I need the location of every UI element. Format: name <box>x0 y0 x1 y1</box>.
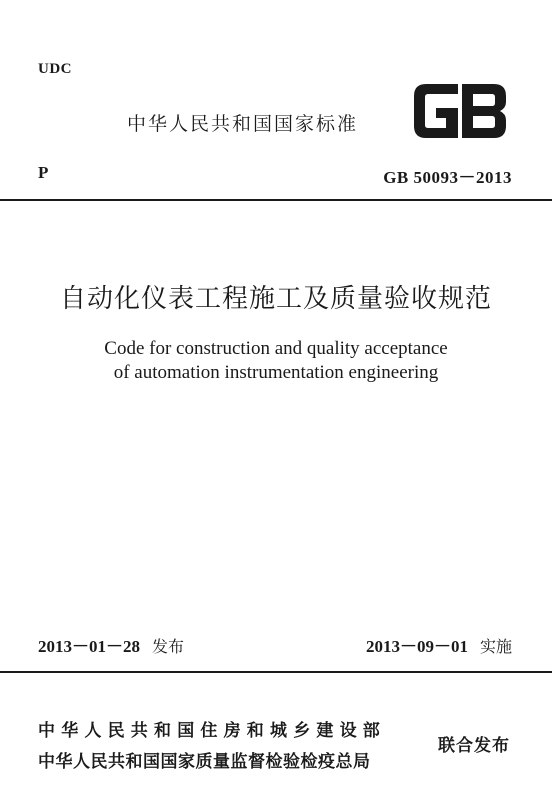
title-english-line-2: of automation instrumentation engineering <box>113 362 439 383</box>
standard-number: GB 50093－2013 <box>383 168 512 187</box>
gb-logo-b <box>462 84 506 138</box>
issue-date: 2013－01－28 <box>38 637 140 656</box>
issue-label: 发布 <box>152 637 185 656</box>
title-chinese: 自动化仪表工程施工及质量验收规范 <box>59 284 492 314</box>
udc-label: UDC <box>38 61 72 77</box>
top-divider <box>0 199 552 201</box>
classification-code: P <box>38 163 49 182</box>
issue-date-block <box>38 632 184 657</box>
issuer-ministry-housing: 中华人民共和国住房和城乡建设部 <box>38 721 386 741</box>
title-english-line-1: Code for construction and quality acceptance <box>104 338 448 359</box>
implementation-date: 2013－09－01 <box>365 637 468 656</box>
gb-logo-g <box>414 84 458 138</box>
gb-logo <box>410 80 510 142</box>
bottom-divider <box>0 671 552 673</box>
national-standard-label: 中华人民共和国国家标准 <box>127 113 359 135</box>
implementation-label: 实施 <box>479 637 512 656</box>
joint-issue-label: 联合发布 <box>438 736 510 756</box>
implementation-date-block <box>366 632 512 657</box>
issuer-aqsiq: 中华人民共和国国家质量监督检验检疫总局 <box>38 752 371 772</box>
title-english <box>0 337 552 385</box>
